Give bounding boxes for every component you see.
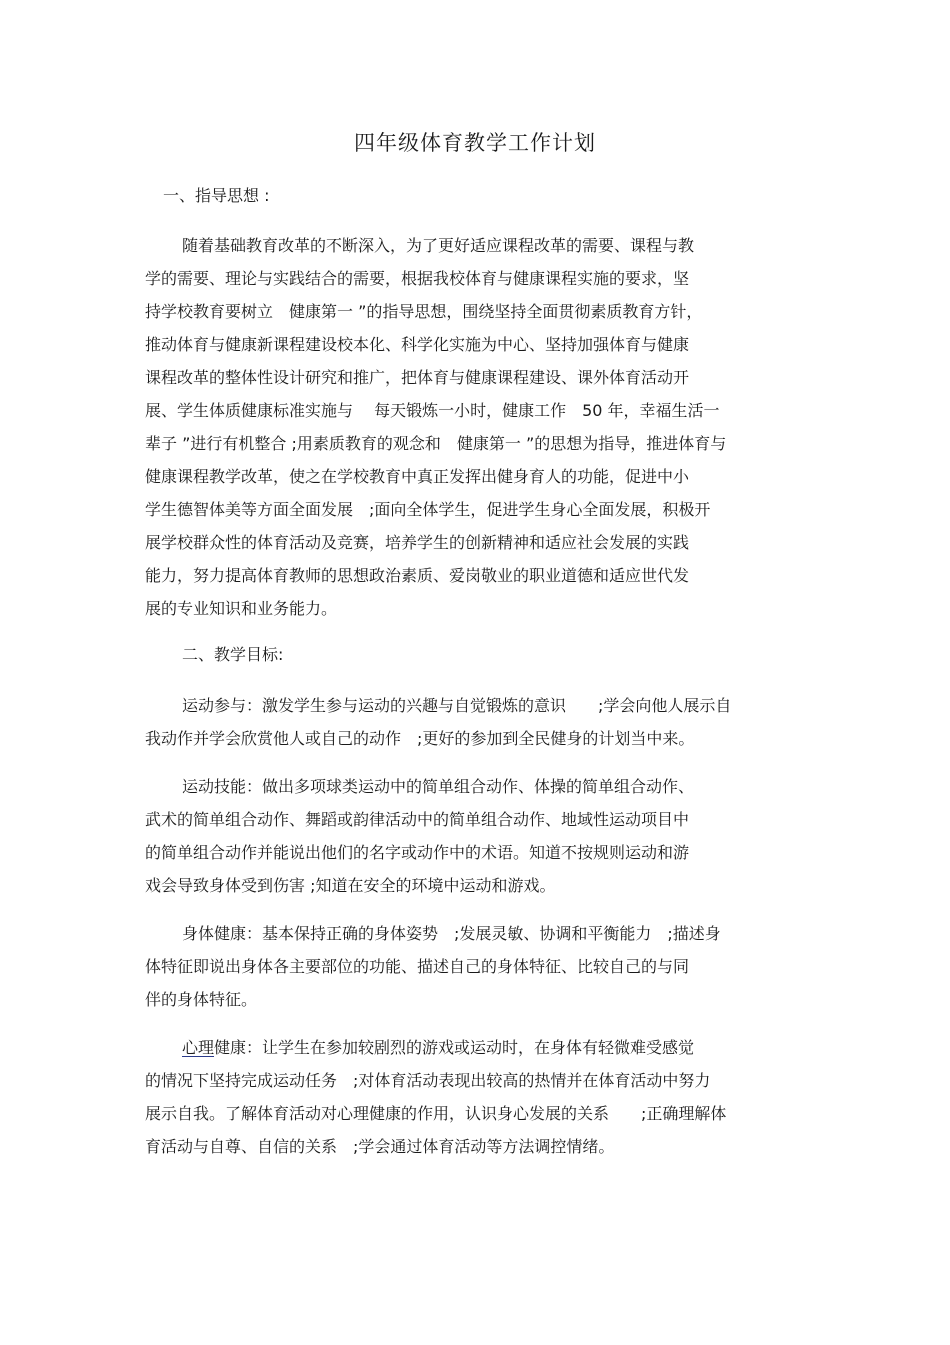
paragraph-line: 武术的简单组合动作、舞蹈或韵律活动中的简单组合动作、地域性运动项目中: [145, 810, 690, 829]
underlined-term[interactable]: 心理: [182, 1038, 215, 1057]
paragraph-line: 运动参与：激发学生参与运动的兴趣与自觉锻炼的意识 ;学会向他人展示自: [182, 696, 732, 715]
section-heading-guiding-ideology: 一、指导思想 :: [163, 186, 270, 205]
paragraph-line: 学生德智体美等方面全面发展 ;面向全体学生，促进学生身心全面发展，积极开: [145, 500, 711, 519]
paragraph-line: 持学校教育要树立 健康第一 ”的指导思想，围绕坚持全面贯彻素质教育方针，: [145, 302, 703, 321]
paragraph-line: 健康课程教学改革，使之在学校教育中真正发挥出健身育人的功能，促进中小: [145, 467, 690, 486]
paragraph-line: 能力，努力提高体育教师的思想政治素质、爱岗敬业的职业道德和适应世代发: [145, 566, 690, 585]
paragraph-line: 学的需要、理论与实践结合的需要，根据我校体育与健康课程实施的要求，坚: [145, 269, 690, 288]
section-heading-teaching-goals: 二、教学目标:: [182, 645, 284, 664]
goal-skills-paragraph: [145, 770, 694, 902]
paragraph-line: 推动体育与健康新课程建设校本化、科学化实施为中心、坚持加强体育与健康: [145, 335, 690, 354]
paragraph-line: 展的专业知识和业务能力。: [145, 599, 338, 618]
paragraph-line: 的情况下坚持完成运动任务 ;对体育活动表现出较高的热情并在体育活动中努力: [145, 1071, 711, 1090]
guiding-ideology-paragraph: [145, 229, 726, 625]
paragraph-line: 体特征即说出身体各主要部位的功能、描述自己的身体特征、比较自己的与同: [145, 957, 690, 976]
goal-mental-paragraph: [145, 1031, 726, 1163]
goal-health-paragraph: [145, 917, 721, 1016]
goal-participation-paragraph: [145, 689, 731, 755]
paragraph-line: 展学校群众性的体育活动及竞赛，培养学生的创新精神和适应社会发展的实践: [145, 533, 690, 552]
paragraph-line: 随着基础教育改革的不断深入，为了更好适应课程改革的需要、课程与教: [182, 236, 695, 255]
paragraph-line-rest: 健康：让学生在参加较剧烈的游戏或运动时，在身体有轻微难受感觉: [214, 1038, 695, 1057]
paragraph-line: 伴的身体特征。: [145, 990, 258, 1009]
paragraph-line: [145, 1031, 726, 1064]
paragraph-line: 课程改革的整体性设计研究和推广，把体育与健康课程建设、课外体育活动开: [145, 368, 690, 387]
paragraph-line: 戏会导致身体受到伤害 ;知道在安全的环境中运动和游戏。: [145, 876, 556, 895]
paragraph-line: 展、学生体质健康标准实施与 每天锻炼一小时，健康工作 50 年，幸福生活一: [145, 401, 720, 420]
paragraph-line: 我动作并学会欣赏他人或自己的动作 ;更好的参加到全民健身的计划当中来。: [145, 729, 695, 748]
document-title: 四年级体育教学工作计划: [354, 131, 596, 155]
paragraph-line: 辈子 ”进行有机整合 ;用素质教育的观念和 健康第一 ”的思想为指导，推进体育与: [145, 434, 727, 453]
paragraph-line: 育活动与自尊、自信的关系 ;学会通过体育活动等方法调控情绪。: [145, 1137, 615, 1156]
paragraph-line: 身体健康：基本保持正确的身体姿势 ;发展灵敏、协调和平衡能力 ;描述身: [182, 924, 721, 943]
paragraph-line: 展示自我。了解体育活动对心理健康的作用，认识身心发展的关系 ;正确理解体: [145, 1104, 727, 1123]
paragraph-line: 的简单组合动作并能说出他们的名字或动作中的术语。知道不按规则运动和游: [145, 843, 690, 862]
paragraph-line: 运动技能：做出多项球类运动中的简单组合动作、体操的简单组合动作、: [182, 777, 695, 796]
